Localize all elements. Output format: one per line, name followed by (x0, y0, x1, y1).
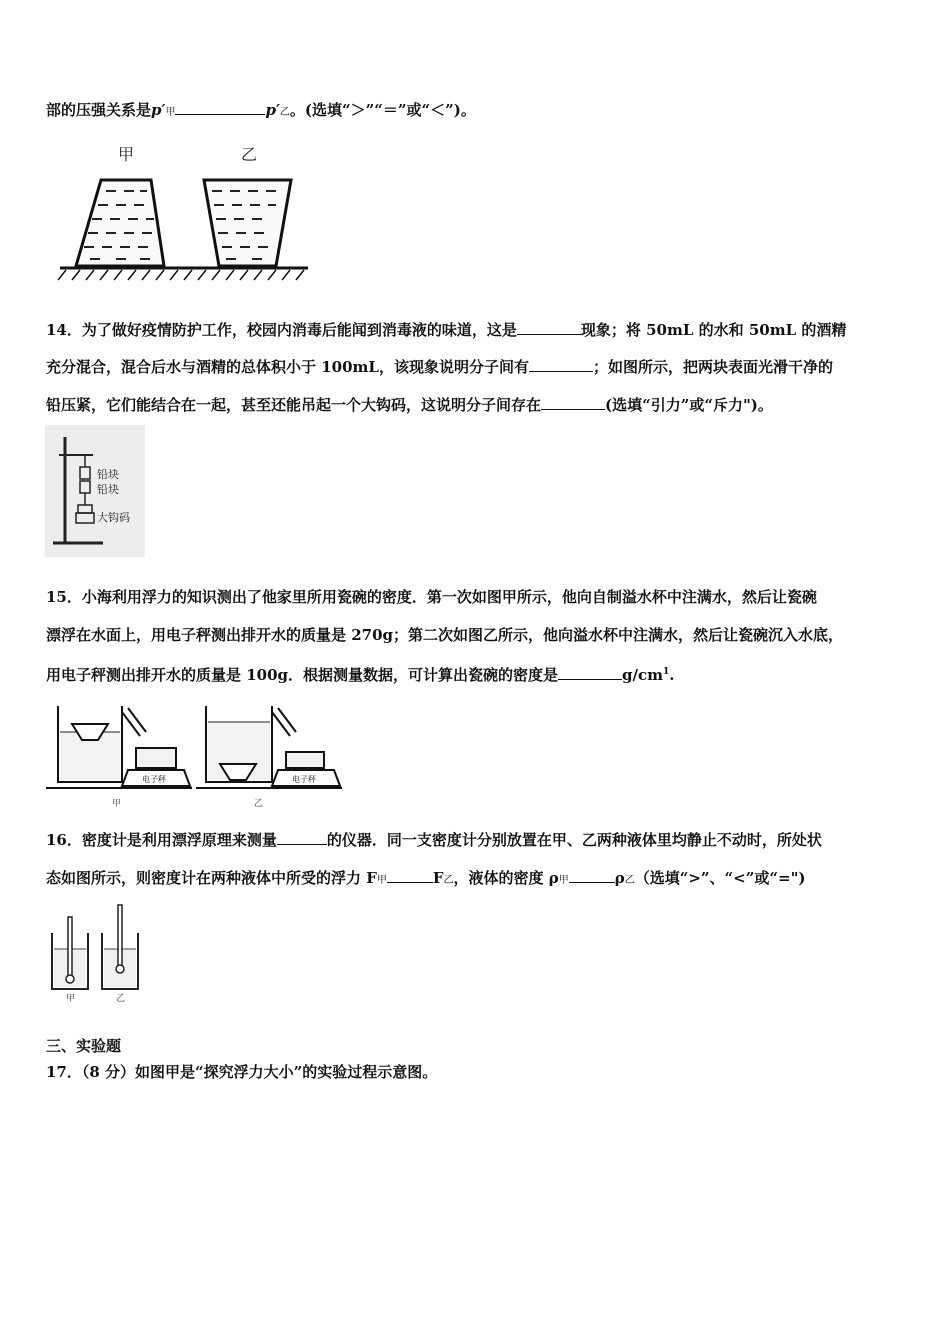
q17-line (46, 1062, 437, 1082)
q13-p-symbol-2: p′ (265, 101, 280, 119)
q13-text: 部的压强关系是 (46, 101, 152, 119)
q16-line-1 (46, 830, 822, 850)
q14-text-2a: 充分混合，混合后水与酒精的总体积小于 100mL，该现象说明分子间有 (46, 358, 529, 376)
q14-line-1 (46, 320, 846, 340)
q15-overflow-figure (46, 700, 346, 812)
spout-jia-2 (128, 708, 146, 732)
q14-text-2b: ；如图所示，把两块表面光滑干净的 (592, 358, 833, 376)
container-yi (204, 180, 291, 266)
q13-sub-yi: 乙 (279, 107, 290, 118)
q16-sub-jia: 甲 (376, 875, 387, 886)
q13-blank[interactable] (175, 100, 265, 115)
q16-blank-3[interactable] (569, 868, 615, 883)
densimeter-yi (118, 905, 122, 967)
q16-sub-yi-2: 乙 (624, 875, 635, 886)
fig-label-jia: 甲 (112, 799, 122, 809)
fig-label-yi: 乙 (254, 799, 264, 809)
q14-text-1b: 现象；将 50mL 的水和 50mL 的酒精 (580, 321, 847, 339)
densimeter-bulb-yi (116, 965, 124, 973)
q15-line-1 (46, 587, 817, 607)
label-lead-2: 铅块 (97, 483, 119, 496)
densimeter-bulb-jia (66, 975, 74, 983)
q13-container-figure (56, 138, 316, 286)
q16-text-1a: 16．密度计是利用漂浮原理来测量 (46, 831, 277, 849)
section-heading-text: 三、实验题 (46, 1037, 122, 1055)
photo-background (45, 425, 145, 557)
q14-blank-2[interactable] (529, 357, 593, 372)
label-lead-1: 铅块 (97, 468, 119, 481)
densimeter-jia (68, 917, 72, 977)
q14-blank-1[interactable] (517, 320, 581, 335)
q14-text-1a: 14．为了做好疫情防护工作，校园内消毒后能闻到消毒液的味道，这是 (46, 321, 517, 339)
ground-hatch (58, 270, 304, 280)
q14-line-3 (46, 395, 773, 415)
q16-text-2c: ，液体的密度 ρ (453, 869, 559, 887)
q15-unit: g/cm (622, 666, 664, 684)
spout-yi-2 (278, 708, 296, 732)
q13-text-end: 。(选填“＞”“＝”或“＜”)。 (289, 101, 476, 119)
beaker-jia (136, 748, 176, 768)
section-heading (46, 1036, 121, 1056)
q15-line-3 (46, 662, 675, 685)
container-jia (76, 180, 164, 266)
q16-text-1b: 的仪器．同一支密度计分别放置在甲、乙两种液体里均静止不动时，所处状 (326, 831, 822, 849)
beaker-yi (286, 752, 324, 768)
q16-line-2 (46, 868, 805, 891)
q14-line-2 (46, 357, 833, 377)
q16-sub-jia-2: 甲 (558, 875, 569, 886)
scale-label-jia: 电子秤 (142, 775, 166, 784)
spout-yi (272, 712, 290, 736)
scale-label-yi: 电子秤 (292, 775, 316, 784)
q14-text-3a: 铅压紧，它们能结合在一起，甚至还能吊起一个大钩码，这说明分子间存在 (46, 396, 542, 414)
fig-label-yi: 乙 (241, 145, 258, 164)
q16-text-2b: F (432, 869, 444, 887)
q16-sub-yi: 乙 (443, 875, 454, 886)
q16-text-2a: 态如图所示，则密度计在两种液体中所受的浮力 F (46, 869, 377, 887)
q15-text-3a: 用电子秤测出排开水的质量是 100g．根据测量数据，可计算出瓷碗的密度是 (46, 666, 559, 684)
q15-text-1: 15．小海利用浮力的知识测出了他家里所用瓷碗的密度．第一次如图甲所示，他向自制溢水杯中注满水，然后让瓷碗 (46, 588, 817, 606)
q14-text-3b: (选填“引力”或“斥力")。 (605, 396, 773, 414)
q14-lead-block-figure (45, 425, 145, 557)
q13-sub-jia: 甲 (165, 107, 176, 118)
q16-blank-2[interactable] (387, 868, 433, 883)
q16-densimeter-figure (46, 903, 156, 1005)
fig-label-yi: 乙 (116, 994, 126, 1004)
q15-line-2 (46, 625, 843, 645)
q16-text-2d: ρ (614, 869, 625, 887)
q13-line (46, 100, 476, 123)
q15-text-2: 漂浮在水面上，用电子秤测出排开水的质量是 270g；第二次如图乙所示，他向溢水杯中注满水，然后让瓷碗沉入水底， (46, 626, 844, 644)
fig-label-jia: 甲 (118, 145, 135, 164)
q13-p-symbol: p′ (151, 101, 166, 119)
q15-unit-sup: 1 (663, 667, 670, 677)
q15-blank[interactable] (558, 665, 622, 680)
q17-text: 17．（8 分）如图甲是“探究浮力大小”的实验过程示意图。 (46, 1063, 438, 1081)
spout-jia (122, 712, 140, 736)
label-big-weight: 大钩码 (97, 511, 130, 524)
fig-label-jia: 甲 (66, 994, 76, 1004)
q15-period: . (669, 666, 675, 684)
q14-blank-3[interactable] (541, 395, 605, 410)
q16-text-2e: （选填“>”、“<”或“=") (634, 869, 806, 887)
q16-blank-1[interactable] (277, 830, 327, 845)
